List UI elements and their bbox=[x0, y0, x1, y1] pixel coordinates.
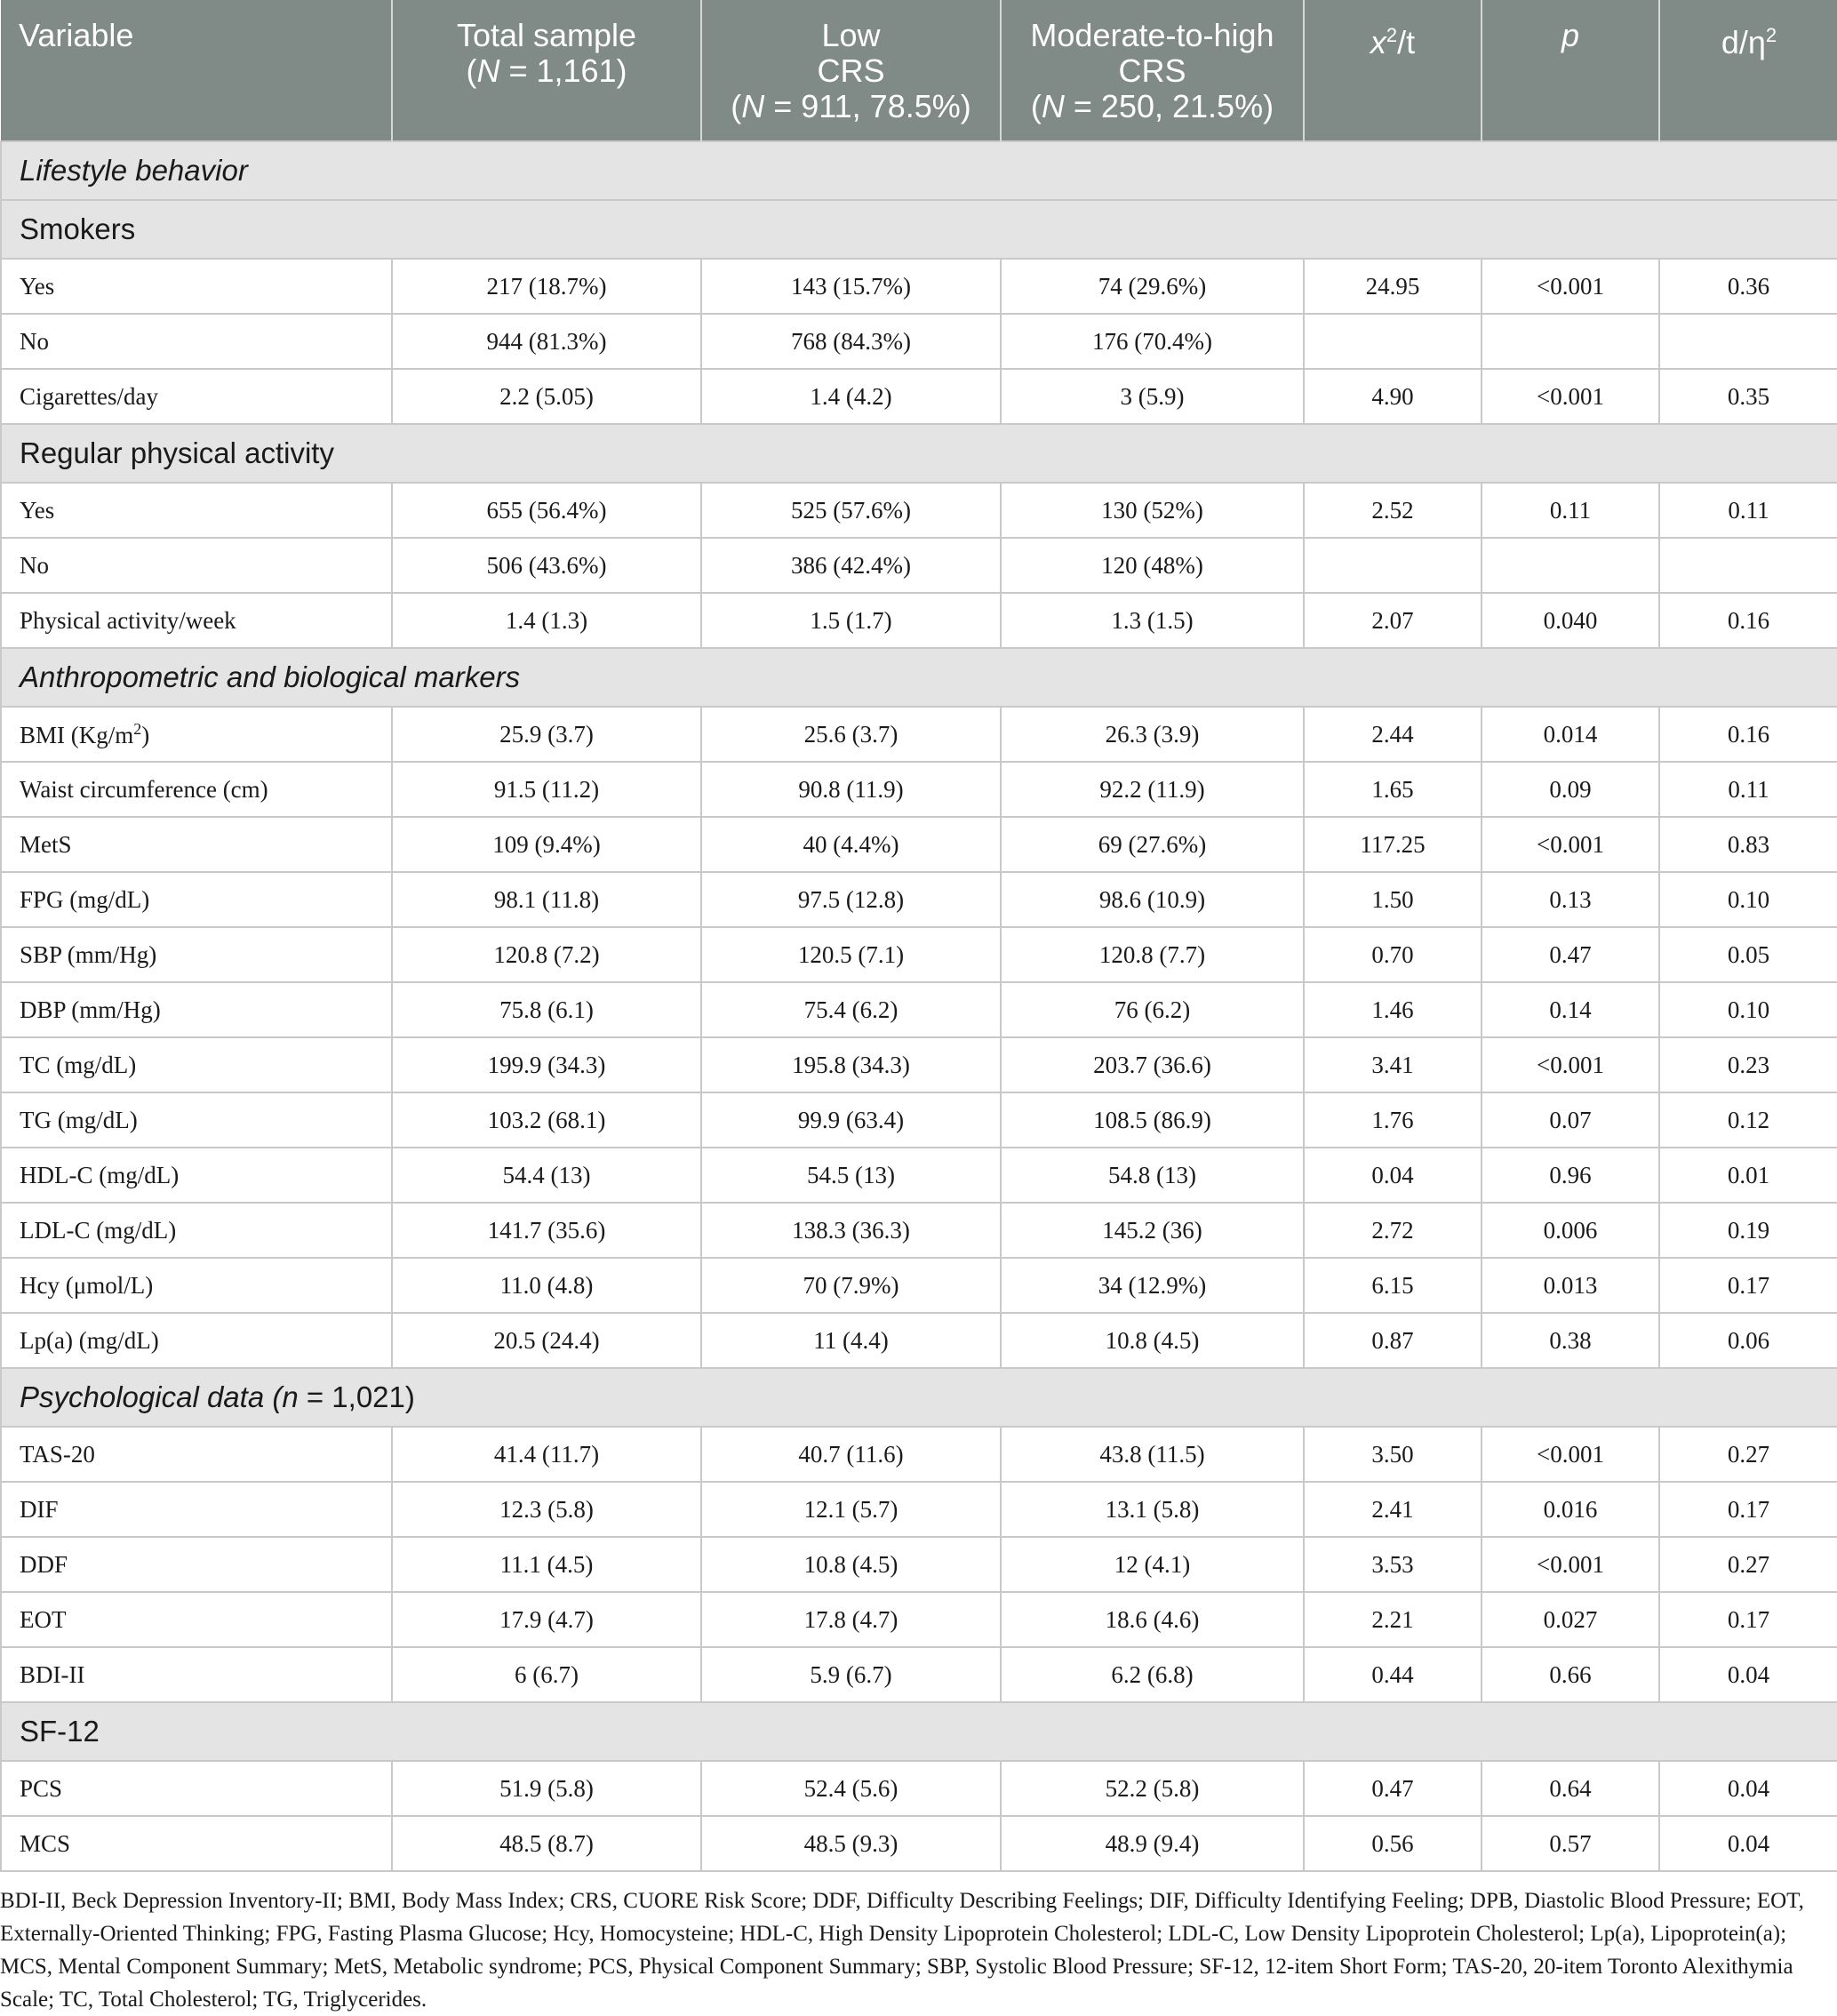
cell: <0.001 bbox=[1482, 369, 1659, 424]
cell: 98.1 (11.8) bbox=[392, 872, 701, 927]
cell: 34 (12.9%) bbox=[1001, 1258, 1304, 1313]
cell-variable: BDI-II bbox=[1, 1647, 392, 1702]
cell-variable: MetS bbox=[1, 817, 392, 872]
cell: 0.11 bbox=[1659, 483, 1837, 538]
cell: 13.1 (5.8) bbox=[1001, 1482, 1304, 1537]
cell: 1.46 bbox=[1304, 982, 1482, 1037]
cell: 0.006 bbox=[1482, 1203, 1659, 1258]
cell: 0.04 bbox=[1659, 1816, 1837, 1871]
cell-variable: MCS bbox=[1, 1816, 392, 1871]
cell: 48.9 (9.4) bbox=[1001, 1816, 1304, 1871]
table-row bbox=[1, 593, 1837, 648]
cell-variable: No bbox=[1, 314, 392, 369]
cell: 18.6 (4.6) bbox=[1001, 1592, 1304, 1647]
cell: 525 (57.6%) bbox=[701, 483, 1001, 538]
cell: 176 (70.4%) bbox=[1001, 314, 1304, 369]
cell: 1.76 bbox=[1304, 1092, 1482, 1148]
table-row bbox=[1, 1148, 1837, 1203]
cell: 0.17 bbox=[1659, 1482, 1837, 1537]
header-variable: Variable bbox=[1, 0, 392, 141]
cell: 944 (81.3%) bbox=[392, 314, 701, 369]
header-low-crs: Low CRS (N = 911, 78.5%) bbox=[701, 0, 1001, 141]
section-sf12: SF-12 bbox=[1, 1702, 1837, 1761]
table-row bbox=[1, 1258, 1837, 1313]
cell: 10.8 (4.5) bbox=[701, 1537, 1001, 1592]
cell: 51.9 (5.8) bbox=[392, 1761, 701, 1816]
cell-variable: EOT bbox=[1, 1592, 392, 1647]
cell: 0.38 bbox=[1482, 1313, 1659, 1368]
cell: 2.72 bbox=[1304, 1203, 1482, 1258]
table-header-row bbox=[1, 0, 1837, 141]
table-row bbox=[1, 1313, 1837, 1368]
cell: 0.96 bbox=[1482, 1148, 1659, 1203]
cell: 2.21 bbox=[1304, 1592, 1482, 1647]
cell: 3 (5.9) bbox=[1001, 369, 1304, 424]
cell-variable: LDL-C (mg/dL) bbox=[1, 1203, 392, 1258]
table-row bbox=[1, 369, 1837, 424]
cell: 6 (6.7) bbox=[392, 1647, 701, 1702]
cell: 0.11 bbox=[1482, 483, 1659, 538]
cell: 0.04 bbox=[1659, 1647, 1837, 1702]
cell: 108.5 (86.9) bbox=[1001, 1092, 1304, 1148]
cell: 54.5 (13) bbox=[701, 1148, 1001, 1203]
table-footnote: BDI-II, Beck Depression Inventory-II; BMI, Body Mass Index; CRS, CUORE Risk Score; DDF, Difficulty Describing Feelings; DIF, Difficulty Identifying Feeling; DPB, Diastolic Blood Pressure; EOT, Externally-Oriented Thinking; FPG, Fasting Plasma Glucose; Hcy, Homocysteine; HDL-C, High Density Lipoprotein Cholesterol; LDL-C, Low Density Lipoprotein Cholesterol; Lp(a), Lipoprotein(a); MCS, Mental Component Summary; MetS, Metabolic syndrome; PCS, Physical Component Summary; SBP, Systolic Blood Pressure; SF-12, 12-item Short Form; TAS-20, 20-item Toronto Alexithymia Scale; TC, Total Cholesterol; TG, Triglycerides. bbox=[0, 1889, 1804, 2012]
cell: 0.17 bbox=[1659, 1592, 1837, 1647]
cell-variable: Physical activity/week bbox=[1, 593, 392, 648]
table-row bbox=[1, 1203, 1837, 1258]
cell: 17.8 (4.7) bbox=[701, 1592, 1001, 1647]
cell: 0.16 bbox=[1659, 707, 1837, 762]
cell: 75.8 (6.1) bbox=[392, 982, 701, 1037]
cell: 0.07 bbox=[1482, 1092, 1659, 1148]
cell: 203.7 (36.6) bbox=[1001, 1037, 1304, 1092]
cell: 3.41 bbox=[1304, 1037, 1482, 1092]
cell bbox=[1659, 538, 1837, 593]
cell: <0.001 bbox=[1482, 1427, 1659, 1482]
cell: 0.01 bbox=[1659, 1148, 1837, 1203]
cell-variable: No bbox=[1, 538, 392, 593]
table-row-bmi bbox=[1, 707, 1837, 762]
cell: <0.001 bbox=[1482, 259, 1659, 314]
cell: 0.06 bbox=[1659, 1313, 1837, 1368]
cell: 1.3 (1.5) bbox=[1001, 593, 1304, 648]
table-row bbox=[1, 982, 1837, 1037]
cell: 0.05 bbox=[1659, 927, 1837, 982]
table-row bbox=[1, 1427, 1837, 1482]
table-row bbox=[1, 1647, 1837, 1702]
cell: 768 (84.3%) bbox=[701, 314, 1001, 369]
cell-variable: DDF bbox=[1, 1537, 392, 1592]
table-row bbox=[1, 483, 1837, 538]
table-row bbox=[1, 1037, 1837, 1092]
cell: 0.64 bbox=[1482, 1761, 1659, 1816]
cell-variable: PCS bbox=[1, 1761, 392, 1816]
cell bbox=[1304, 538, 1482, 593]
cell: 117.25 bbox=[1304, 817, 1482, 872]
cell: 130 (52%) bbox=[1001, 483, 1304, 538]
cell: 69 (27.6%) bbox=[1001, 817, 1304, 872]
cell bbox=[1659, 314, 1837, 369]
cell: 10.8 (4.5) bbox=[1001, 1313, 1304, 1368]
cell: 43.8 (11.5) bbox=[1001, 1427, 1304, 1482]
cell: 90.8 (11.9) bbox=[701, 762, 1001, 817]
cell: 40 (4.4%) bbox=[701, 817, 1001, 872]
cell: 54.4 (13) bbox=[392, 1148, 701, 1203]
cell: 0.014 bbox=[1482, 707, 1659, 762]
table-row bbox=[1, 1592, 1837, 1647]
cell: 655 (56.4%) bbox=[392, 483, 701, 538]
cell: 1.50 bbox=[1304, 872, 1482, 927]
cell: 48.5 (9.3) bbox=[701, 1816, 1001, 1871]
cell: 41.4 (11.7) bbox=[392, 1427, 701, 1482]
cell: 54.8 (13) bbox=[1001, 1148, 1304, 1203]
cell: 11.1 (4.5) bbox=[392, 1537, 701, 1592]
cell: 6.15 bbox=[1304, 1258, 1482, 1313]
table-row bbox=[1, 1092, 1837, 1148]
cell: 120.8 (7.7) bbox=[1001, 927, 1304, 982]
cell: 25.6 (3.7) bbox=[701, 707, 1001, 762]
cell: 12.1 (5.7) bbox=[701, 1482, 1001, 1537]
cell: 0.36 bbox=[1659, 259, 1837, 314]
cell-variable: TAS-20 bbox=[1, 1427, 392, 1482]
cell-variable: TC (mg/dL) bbox=[1, 1037, 392, 1092]
cell: 0.016 bbox=[1482, 1482, 1659, 1537]
cell: 199.9 (34.3) bbox=[392, 1037, 701, 1092]
cell: 74 (29.6%) bbox=[1001, 259, 1304, 314]
cell: 48.5 (8.7) bbox=[392, 1816, 701, 1871]
cell: 11 (4.4) bbox=[701, 1313, 1001, 1368]
cell: 6.2 (6.8) bbox=[1001, 1647, 1304, 1702]
section-physical-activity: Regular physical activity bbox=[1, 424, 1837, 483]
cell: 195.8 (34.3) bbox=[701, 1037, 1001, 1092]
cell: 3.53 bbox=[1304, 1537, 1482, 1592]
cell: <0.001 bbox=[1482, 1037, 1659, 1092]
cell: 217 (18.7%) bbox=[392, 259, 701, 314]
cell: 1.4 (1.3) bbox=[392, 593, 701, 648]
table-row bbox=[1, 817, 1837, 872]
table-row bbox=[1, 762, 1837, 817]
cell: <0.001 bbox=[1482, 1537, 1659, 1592]
cell-variable: SBP (mm/Hg) bbox=[1, 927, 392, 982]
cell: 120.5 (7.1) bbox=[701, 927, 1001, 982]
header-total-sample: Total sample (N = 1,161) bbox=[392, 0, 701, 141]
cell: 25.9 (3.7) bbox=[392, 707, 701, 762]
cell: 0.10 bbox=[1659, 982, 1837, 1037]
cell: 52.2 (5.8) bbox=[1001, 1761, 1304, 1816]
cell: 52.4 (5.6) bbox=[701, 1761, 1001, 1816]
cell: 99.9 (63.4) bbox=[701, 1092, 1001, 1148]
cell: 24.95 bbox=[1304, 259, 1482, 314]
cell-variable: DIF bbox=[1, 1482, 392, 1537]
cell: 2.52 bbox=[1304, 483, 1482, 538]
cell: 0.16 bbox=[1659, 593, 1837, 648]
cell: 0.56 bbox=[1304, 1816, 1482, 1871]
cell: 76 (6.2) bbox=[1001, 982, 1304, 1037]
cell: 0.04 bbox=[1659, 1761, 1837, 1816]
cell: 141.7 (35.6) bbox=[392, 1203, 701, 1258]
table-row bbox=[1, 1482, 1837, 1537]
section-psychological: Psychological data (n = 1,021) bbox=[1, 1368, 1837, 1427]
cell-variable: Waist circumference (cm) bbox=[1, 762, 392, 817]
cell: 0.013 bbox=[1482, 1258, 1659, 1313]
cell bbox=[1482, 314, 1659, 369]
table-row bbox=[1, 1816, 1837, 1871]
cell: 120.8 (7.2) bbox=[392, 927, 701, 982]
cell: 0.23 bbox=[1659, 1037, 1837, 1092]
cell: 97.5 (12.8) bbox=[701, 872, 1001, 927]
table-row bbox=[1, 314, 1837, 369]
cell: 0.11 bbox=[1659, 762, 1837, 817]
table-row bbox=[1, 1537, 1837, 1592]
cell: 12.3 (5.8) bbox=[392, 1482, 701, 1537]
cell-variable: Yes bbox=[1, 259, 392, 314]
cell: 40.7 (11.6) bbox=[701, 1427, 1001, 1482]
header-effect-size: $d/\eta^2$ bbox=[1659, 0, 1837, 141]
cell: 1.4 (4.2) bbox=[701, 369, 1001, 424]
cell: 0.10 bbox=[1659, 872, 1837, 927]
cell bbox=[1482, 538, 1659, 593]
cell: 0.040 bbox=[1482, 593, 1659, 648]
cell: 0.35 bbox=[1659, 369, 1837, 424]
section-lifestyle: Lifestyle behavior bbox=[1, 141, 1837, 200]
header-p-value: p bbox=[1482, 0, 1659, 141]
cell: 103.2 (68.1) bbox=[392, 1092, 701, 1148]
cell: 2.2 (5.05) bbox=[392, 369, 701, 424]
cell: 12 (4.1) bbox=[1001, 1537, 1304, 1592]
table-row bbox=[1, 1761, 1837, 1816]
cell: 0.57 bbox=[1482, 1816, 1659, 1871]
cell-variable: FPG (mg/dL) bbox=[1, 872, 392, 927]
table-row bbox=[1, 927, 1837, 982]
cell: 1.5 (1.7) bbox=[701, 593, 1001, 648]
cell: 0.13 bbox=[1482, 872, 1659, 927]
cell-variable: DBP (mm/Hg) bbox=[1, 982, 392, 1037]
cell-variable: Yes bbox=[1, 483, 392, 538]
cell: 75.4 (6.2) bbox=[701, 982, 1001, 1037]
cell: <0.001 bbox=[1482, 817, 1659, 872]
cell: 143 (15.7%) bbox=[701, 259, 1001, 314]
cell: 506 (43.6%) bbox=[392, 538, 701, 593]
cell: 2.41 bbox=[1304, 1482, 1482, 1537]
cell: 0.47 bbox=[1304, 1761, 1482, 1816]
cell: 120 (48%) bbox=[1001, 538, 1304, 593]
table-row bbox=[1, 872, 1837, 927]
cell: 2.44 bbox=[1304, 707, 1482, 762]
cell: 26.3 (3.9) bbox=[1001, 707, 1304, 762]
cell: 0.70 bbox=[1304, 927, 1482, 982]
cell: 3.50 bbox=[1304, 1427, 1482, 1482]
cell-variable: Cigarettes/day bbox=[1, 369, 392, 424]
cell: 0.47 bbox=[1482, 927, 1659, 982]
cell: 98.6 (10.9) bbox=[1001, 872, 1304, 927]
table-row bbox=[1, 538, 1837, 593]
cell: 0.17 bbox=[1659, 1258, 1837, 1313]
cell: 0.12 bbox=[1659, 1092, 1837, 1148]
cell: 0.83 bbox=[1659, 817, 1837, 872]
cell: 138.3 (36.3) bbox=[701, 1203, 1001, 1258]
section-anthropometric: Anthropometric and biological markers bbox=[1, 648, 1837, 707]
section-smokers: Smokers bbox=[1, 200, 1837, 259]
header-moderate-high-crs: Moderate-to-high CRS (N = 250, 21.5%) bbox=[1001, 0, 1304, 141]
cell: 92.2 (11.9) bbox=[1001, 762, 1304, 817]
cell-variable: TG (mg/dL) bbox=[1, 1092, 392, 1148]
cell: 0.44 bbox=[1304, 1647, 1482, 1702]
cell: 5.9 (6.7) bbox=[701, 1647, 1001, 1702]
cell: 0.09 bbox=[1482, 762, 1659, 817]
cell: 0.66 bbox=[1482, 1647, 1659, 1702]
cell: 0.27 bbox=[1659, 1537, 1837, 1592]
cell bbox=[1304, 314, 1482, 369]
cell-variable: Hcy (μmol/L) bbox=[1, 1258, 392, 1313]
cell: 70 (7.9%) bbox=[701, 1258, 1001, 1313]
cell-variable: Lp(a) (mg/dL) bbox=[1, 1313, 392, 1368]
cell-variable: BMI $(Kg/m^2)$ bbox=[1, 707, 392, 762]
cell: 11.0 (4.8) bbox=[392, 1258, 701, 1313]
cell: 2.07 bbox=[1304, 593, 1482, 648]
cell: 0.027 bbox=[1482, 1592, 1659, 1647]
table-row bbox=[1, 259, 1837, 314]
cell: 0.14 bbox=[1482, 982, 1659, 1037]
cell: 1.65 bbox=[1304, 762, 1482, 817]
cell: 0.27 bbox=[1659, 1427, 1837, 1482]
cell: 4.90 bbox=[1304, 369, 1482, 424]
cell: 0.19 bbox=[1659, 1203, 1837, 1258]
cell: 17.9 (4.7) bbox=[392, 1592, 701, 1647]
header-statistic: $x^2/t$ bbox=[1304, 0, 1482, 141]
cell: 145.2 (36) bbox=[1001, 1203, 1304, 1258]
cell: 0.87 bbox=[1304, 1313, 1482, 1368]
cell: 91.5 (11.2) bbox=[392, 762, 701, 817]
cell: 0.04 bbox=[1304, 1148, 1482, 1203]
cell: 109 (9.4%) bbox=[392, 817, 701, 872]
cell: 386 (42.4%) bbox=[701, 538, 1001, 593]
cell: 20.5 (24.4) bbox=[392, 1313, 701, 1368]
cell-variable: HDL-C (mg/dL) bbox=[1, 1148, 392, 1203]
